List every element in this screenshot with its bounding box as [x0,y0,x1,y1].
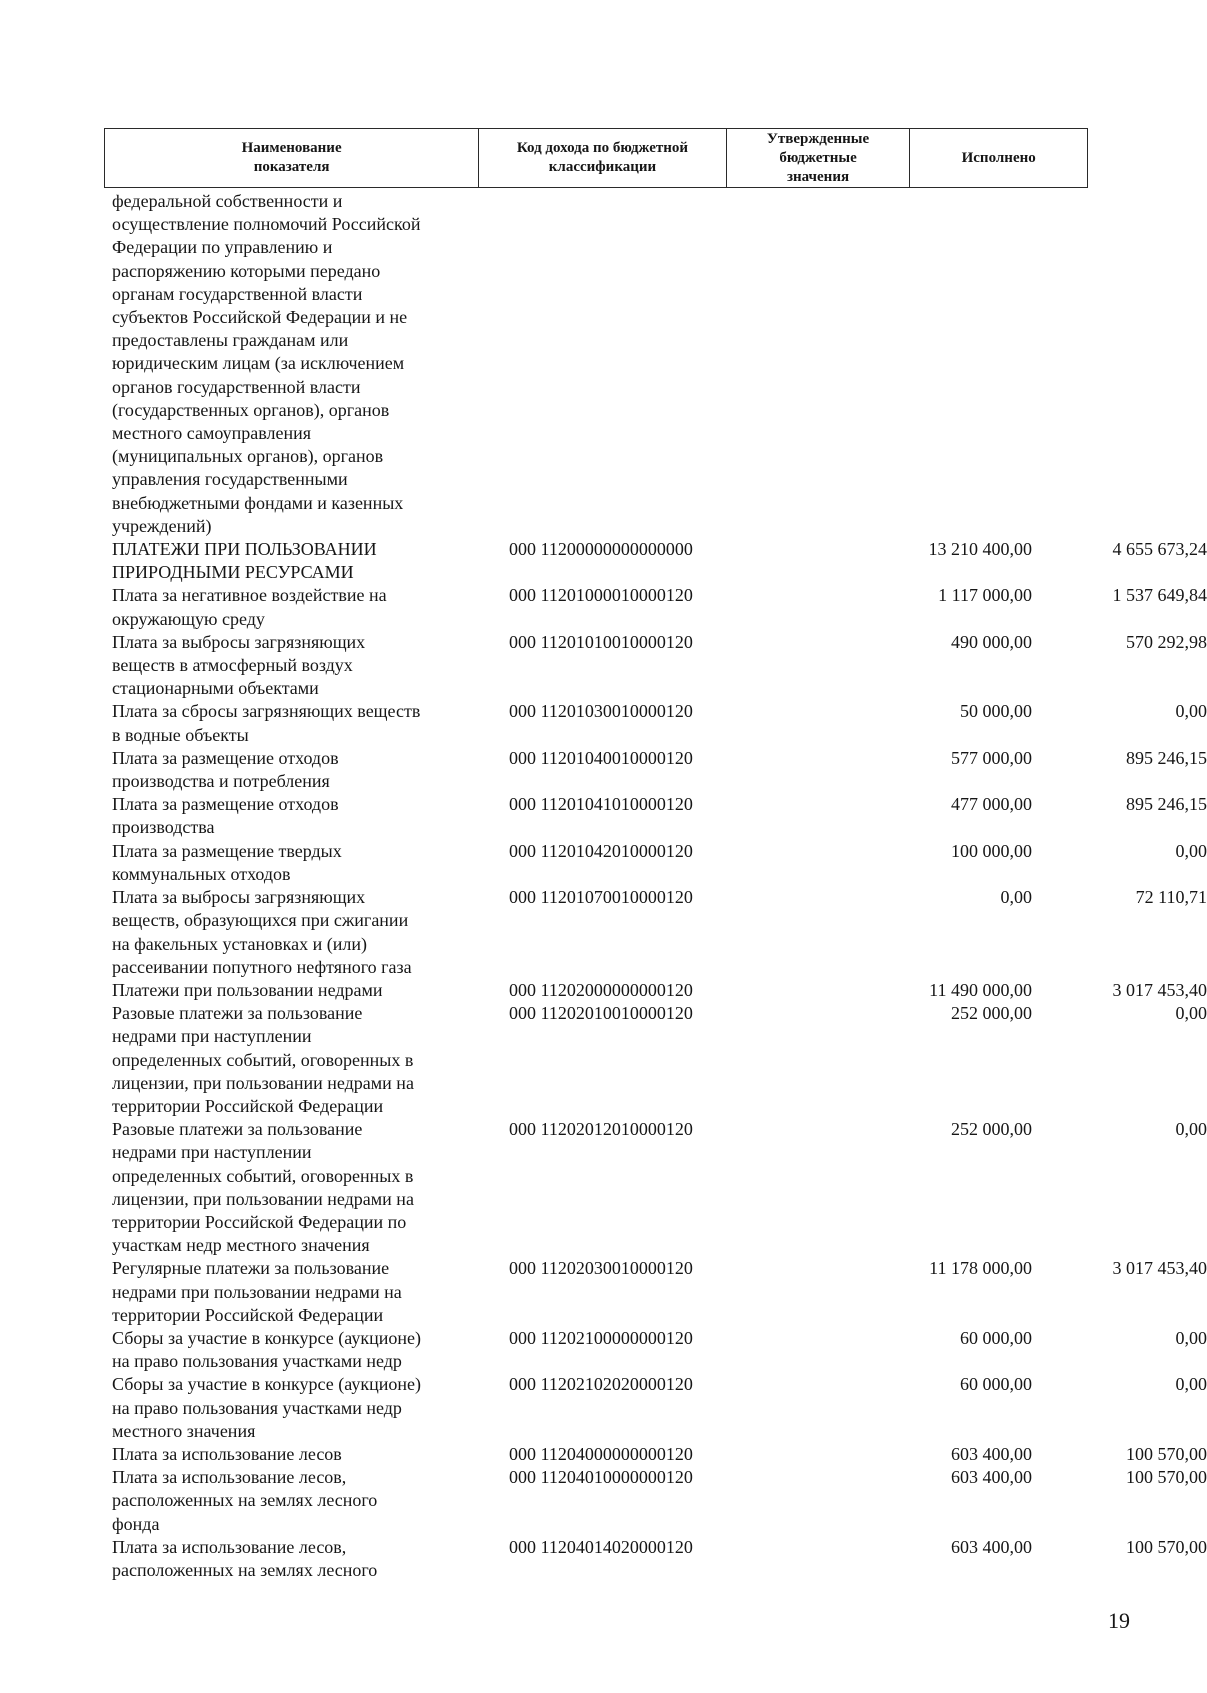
table-row [112,631,1207,701]
row-done: 0,00 [1175,1119,1207,1140]
row-done: 100 570,00 [1126,1443,1207,1464]
row-planned: 50 000,00 [960,701,1032,722]
header-code-column: Код дохода по бюджетной классификации [479,129,727,187]
row-name: Плата за использование лесов, расположенных на землях лесного фонда [112,1467,378,1534]
row-planned: 490 000,00 [951,631,1032,652]
row-planned: 577 000,00 [951,747,1032,768]
row-done: 72 110,71 [1135,887,1207,908]
header-done-column: Исполнено [961,149,1036,166]
row-code: 000 11201042010000120 [509,840,693,861]
table-row [112,1466,1207,1536]
row-done: 570 292,98 [1126,631,1207,652]
header-name-column: Наименование показателя [105,129,479,187]
table-row [112,747,1207,793]
row-code: 000 11204014020000120 [509,1536,693,1557]
row-name: Разовые платежи за пользование недрами при наступлении определенных событий, оговоренных в лицензии, при пользовании недрами на территории Российской Федерации по участкам недр местного значения [112,1119,414,1256]
row-name: Плата за выбросы загрязняющих веществ, образующихся при сжигании на факельных установках и (или) рассеивании попутного нефтяного газа [112,887,412,977]
table-row [112,700,1207,746]
row-done: 895 246,15 [1126,747,1207,768]
row-name: Плата за размещение отходов производства и потребления [112,747,339,792]
row-planned: 60 000,00 [960,1327,1032,1348]
table-row [112,584,1207,630]
row-name: Плата за выбросы загрязняющих веществ в атмосферный воздух стационарными объектами [112,631,366,699]
row-code: 000 11201010010000120 [509,631,693,652]
table-row [112,979,1207,1002]
page-number: 19 [1108,1608,1130,1633]
row-planned: 11 490 000,00 [929,979,1032,1000]
table-header [104,128,1088,188]
row-done: 0,00 [1175,1003,1207,1024]
row-done: 0,00 [1175,840,1207,861]
table-row [112,840,1207,886]
table-row [112,1002,1207,1118]
row-planned: 603 400,00 [951,1467,1032,1488]
row-name: федеральной собственности и осуществление полномочий Российской Федерации по управлению и распоряжению которыми передано органам государственной власти субъектов Российской Федерации и не предоставлены гражданам или юридическим лицам (за исключением органов государственной власти (государственных органов), органов местного самоуправления (муниципальных органов), органов управления государственными внебюджетными фондами и казенных учреждений) [112,191,421,536]
table-row [112,1257,1207,1327]
table-row [112,190,1102,538]
table-row [112,886,1207,979]
row-code: 000 11201040010000120 [509,747,693,768]
row-name: Плата за использование лесов, расположенных на землях лесного [112,1536,378,1580]
row-planned: 100 000,00 [951,840,1032,861]
row-done: 0,00 [1175,1327,1207,1348]
row-done: 3 017 453,40 [1112,1258,1207,1279]
row-done: 100 570,00 [1126,1467,1207,1488]
header-planned-column: Утвержденные бюджетные значения [727,129,911,187]
row-name: Плата за размещение твердых коммунальных отходов [112,840,342,884]
row-name: Плата за размещение отходов производства [112,794,339,838]
row-done: 0,00 [1175,1374,1207,1395]
row-done: 4 655 673,24 [1112,539,1207,560]
row-planned: 0,00 [1000,887,1032,908]
row-name: ПЛАТЕЖИ ПРИ ПОЛЬЗОВАНИИ ПРИРОДНЫМИ РЕСУРСАМИ [112,539,377,583]
row-name: Сборы за участие в конкурсе (аукционе) на право пользования участками недр местного значения [112,1374,421,1441]
row-code: 000 11202012010000120 [509,1119,693,1140]
table-row [112,793,1207,839]
row-name: Платежи при пользовании недрами [112,979,383,1000]
row-planned: 13 210 400,00 [928,539,1032,560]
row-code: 000 11202000000000120 [509,979,693,1000]
row-name: Плата за сбросы загрязняющих веществ в водные объекты [112,701,421,745]
row-code: 000 11202010010000120 [509,1003,693,1024]
row-name: Разовые платежи за пользование недрами при наступлении определенных событий, оговоренных в лицензии, при пользовании недрами на территории Российской Федерации [112,1003,414,1116]
row-code: 000 11204010000000120 [509,1467,693,1488]
row-code: 000 11202100000000120 [509,1327,693,1348]
row-planned: 11 178 000,00 [929,1258,1032,1279]
row-code: 000 11201070010000120 [509,887,693,908]
row-planned: 252 000,00 [951,1119,1032,1140]
row-code: 000 11200000000000000 [509,539,693,560]
row-done: 3 017 453,40 [1112,979,1207,1000]
row-name: Плата за использование лесов [112,1443,342,1464]
table-row [112,1118,1207,1257]
row-code: 000 11201041010000120 [509,794,693,815]
row-done: 895 246,15 [1126,794,1207,815]
row-planned: 603 400,00 [951,1443,1032,1464]
row-planned: 1 117 000,00 [938,585,1032,606]
row-name: Регулярные платежи за пользование недрами при пользовании недрами на территории Российской Федерации [112,1258,402,1325]
row-planned: 252 000,00 [951,1003,1032,1024]
row-planned: 60 000,00 [960,1374,1032,1395]
row-code: 000 11202030010000120 [509,1258,693,1279]
table-row [112,1443,1207,1466]
table-body [112,190,1207,1582]
table-row [112,1536,1207,1582]
row-done: 0,00 [1175,701,1207,722]
row-done: 100 570,00 [1126,1536,1207,1557]
row-code: 000 11201030010000120 [509,701,693,722]
table-row [112,538,1207,584]
row-code: 000 11204000000000120 [509,1443,693,1464]
table-row [112,1327,1207,1373]
table-row [112,1373,1207,1443]
row-name: Плата за негативное воздействие на окружающую среду [112,585,387,629]
row-planned: 477 000,00 [951,794,1032,815]
row-code: 000 11202102020000120 [509,1374,693,1395]
row-name: Сборы за участие в конкурсе (аукционе) на право пользования участками недр [112,1327,421,1372]
row-code: 000 11201000010000120 [509,585,693,606]
row-done: 1 537 649,84 [1112,585,1207,606]
row-planned: 603 400,00 [951,1536,1032,1557]
